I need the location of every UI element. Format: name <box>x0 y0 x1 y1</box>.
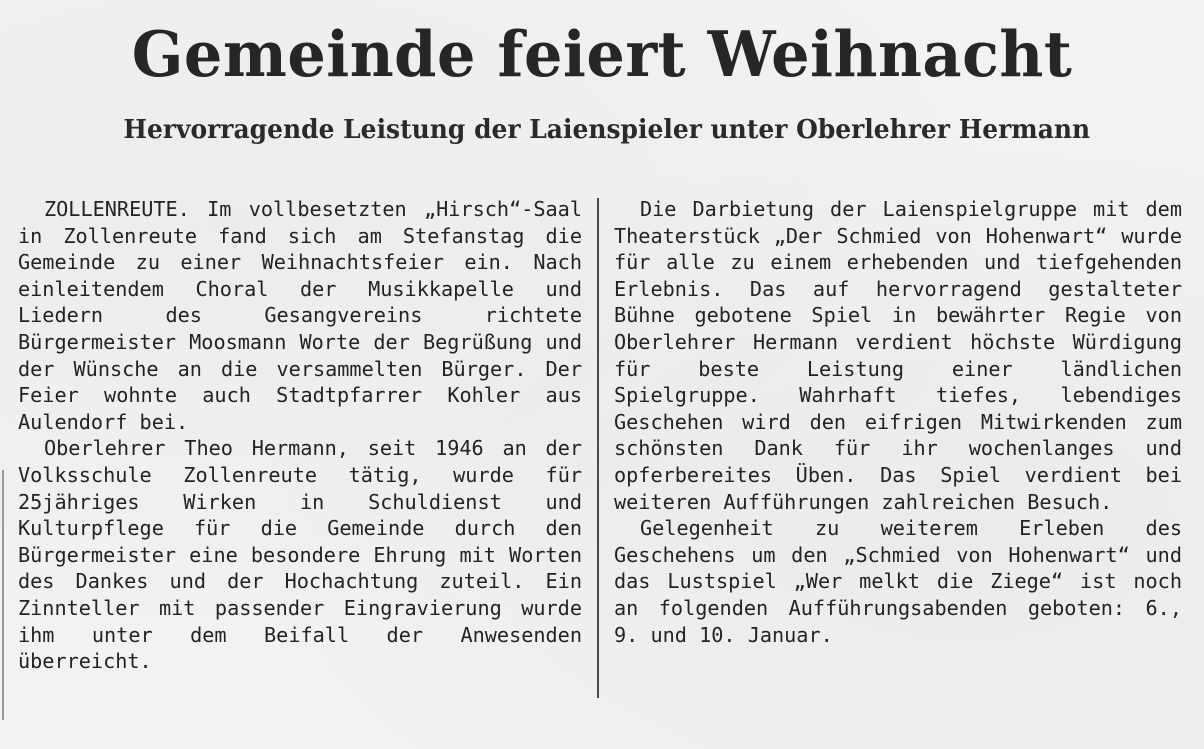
scan-edge-line <box>2 470 4 720</box>
article-headline: Gemeinde feiert Weihnacht <box>131 17 1073 91</box>
column-divider <box>597 198 599 698</box>
article-paragraph: Oberlehrer Theo Hermann, seit 1946 an der Volksschule Zollenreute tätig, wurde für 25jähriges Wirken in Schuldienst und Kulturpflege für die Gemeinde durch den Bürgermeister eine besondere Ehrung mit Worten des Dankes und der Hochachtung zuteil. Ein Zinnteller mit passender Eingravierung wurde ihm unter dem Beifall der Anwesenden überreicht. <box>18 436 582 674</box>
article-subheadline: Hervorragende Leistung der Laienspieler unter Oberlehrer Hermann <box>123 115 1091 145</box>
article-column-left <box>18 196 582 675</box>
article-paragraph: ZOLLENREUTE. Im vollbesetzten „Hirsch“-Saal in Zollenreute fand sich am Stefanstag die Gemeinde zu einer Weihnachtsfeier ein. Nach einleitendem Choral der Musikkapelle und Liedern des Gesangvereins richtete Bürgermeister Moosmann Worte der Begrüßung und der Wünsche an die versammelten Bürger. Der Feier wohnte auch Stadtpfarrer Kohler aus Aulendorf bei. <box>18 197 582 434</box>
article-column-right <box>614 196 1182 648</box>
article-paragraph: Gelegenheit zu weiterem Erleben des Geschehens um den „Schmied von Hohenwart“ und das Lustspiel „Wer melkt die Ziege“ ist noch an folgenden Aufführungsabenden geboten: 6., 9. und 10. Januar. <box>614 516 1182 647</box>
article-paragraph: Die Darbietung der Laienspielgruppe mit dem Theaterstück „Der Schmied von Hohenwart“ wurde für alle zu einem erhebenden und tiefgehenden Erlebnis. Das auf hervorragend gestalteter Bühne gebotene Spiel in bewährter Regie von Oberlehrer Hermann verdient höchste Würdigung für beste Leistung einer ländlichen Spielgruppe. Wahrhaft tiefes, lebendiges Geschehen wird den eifrigen Mitwirkenden zum schönsten Dank für ihr wochenlanges und opferbereites Üben. Das Spiel verdient bei weiteren Aufführungen zahlreichen Besuch. <box>614 197 1182 514</box>
